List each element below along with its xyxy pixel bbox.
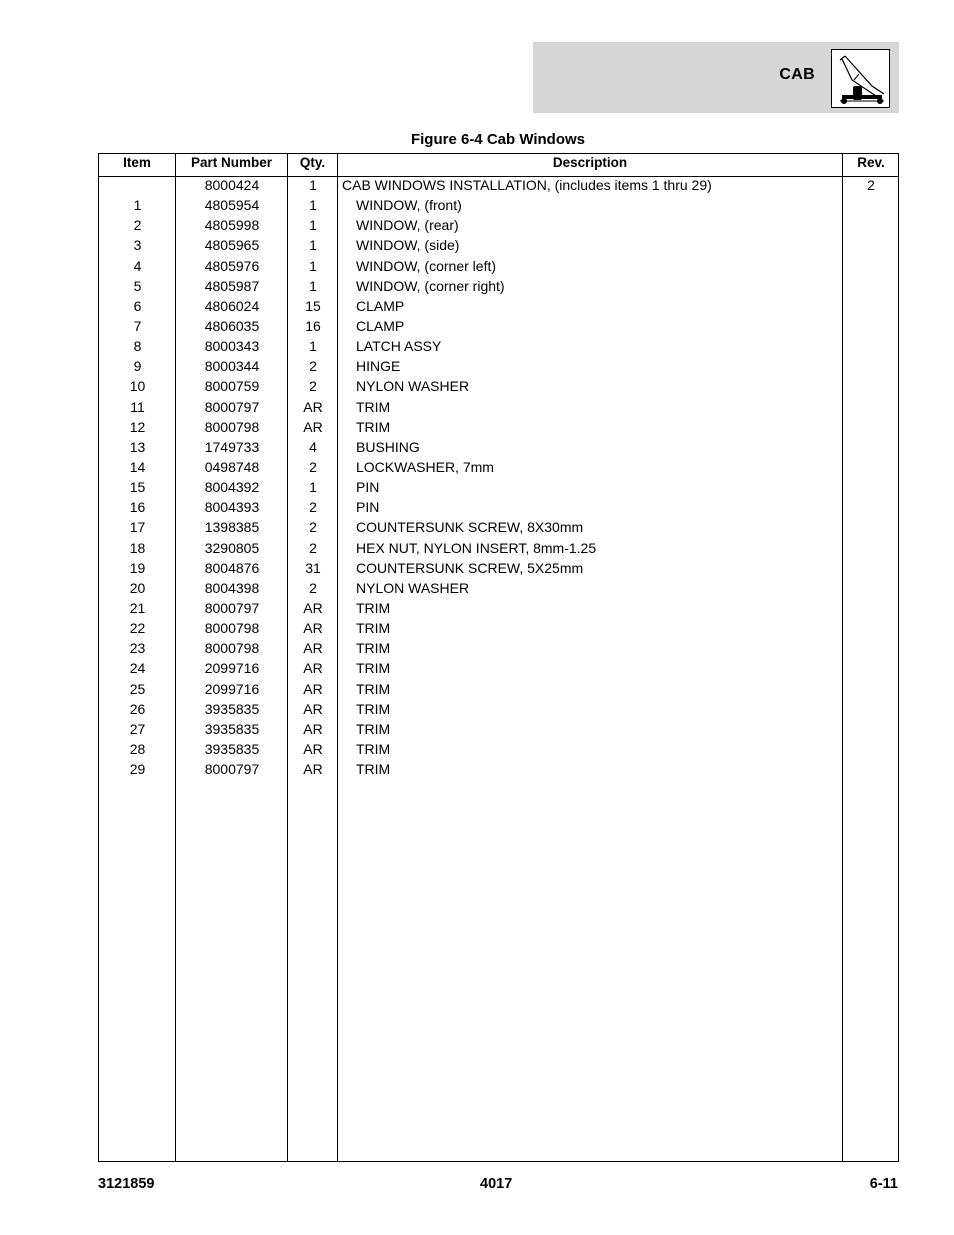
- description-cell: COUNTERSUNK SCREW, 5X25mm: [356, 559, 584, 576]
- part-number-cell: 8000798: [204, 620, 260, 637]
- section-title: CAB: [779, 66, 815, 83]
- qty-cell: 2: [309, 458, 317, 475]
- qty-cell: 1: [309, 217, 317, 234]
- table-row: [99, 658, 898, 678]
- qty-cell: 31: [305, 559, 321, 576]
- description-cell: WINDOW, (side): [356, 237, 460, 254]
- qty-cell: AR: [303, 418, 323, 435]
- description-cell: NYLON WASHER: [356, 378, 470, 395]
- item-cell: 13: [129, 438, 146, 455]
- qty-cell: 1: [309, 177, 317, 193]
- rev-cell: 2: [867, 177, 875, 193]
- qty-cell: AR: [303, 720, 323, 737]
- footer-document-number: 3121859: [98, 1176, 155, 1192]
- part-number-cell: 8000797: [204, 761, 260, 778]
- item-cell: 2: [133, 217, 142, 234]
- item-cell: 12: [129, 418, 146, 435]
- table-row: [99, 719, 898, 739]
- qty-cell: 2: [309, 378, 317, 395]
- part-number-cell: 8000344: [204, 358, 260, 375]
- qty-cell: AR: [303, 700, 323, 717]
- table-row: [99, 316, 898, 336]
- description-cell: CLAMP: [356, 297, 405, 314]
- description-cell: TRIM: [356, 680, 391, 697]
- description-cell: WINDOW, (rear): [356, 217, 459, 234]
- qty-cell: AR: [303, 660, 323, 677]
- item-cell: 26: [129, 700, 146, 717]
- description-cell: WINDOW, (corner left): [356, 257, 497, 274]
- item-cell: 27: [129, 720, 146, 737]
- table-row: [99, 558, 898, 578]
- description-cell: TRIM: [356, 761, 391, 778]
- qty-cell: 2: [309, 519, 317, 536]
- description-cell: BUSHING: [356, 438, 420, 455]
- part-number-cell: 4805998: [204, 217, 260, 234]
- item-cell: 17: [129, 519, 146, 536]
- table-row: [99, 739, 898, 759]
- part-number-cell: 4806035: [204, 317, 260, 334]
- item-cell: 10: [129, 378, 146, 395]
- item-cell: 6: [133, 297, 142, 314]
- section-header-tab: [533, 42, 899, 113]
- qty-cell: AR: [303, 740, 323, 757]
- description-cell: TRIM: [356, 740, 391, 757]
- part-number-cell: 4805976: [204, 257, 260, 274]
- table-row: [99, 215, 898, 235]
- description-cell: PIN: [356, 479, 380, 496]
- table-body: [99, 175, 898, 779]
- description-cell: LOCKWASHER, 7mm: [356, 458, 494, 475]
- col-header-qty: Qty.: [299, 155, 326, 170]
- table-row: [99, 276, 898, 296]
- qty-cell: 2: [309, 539, 317, 556]
- table-row: [99, 618, 898, 638]
- table-row: [99, 175, 898, 195]
- table-row: [99, 457, 898, 477]
- item-cell: 4: [133, 257, 142, 274]
- part-number-cell: 3290805: [204, 539, 260, 556]
- parts-table: [98, 153, 899, 1162]
- part-number-cell: 1398385: [204, 519, 260, 536]
- item-cell: 29: [129, 761, 146, 778]
- table-row: [99, 256, 898, 276]
- part-number-cell: 3935835: [204, 700, 260, 717]
- part-number-cell: 3935835: [204, 740, 260, 757]
- item-cell: 15: [129, 479, 146, 496]
- description-cell: TRIM: [356, 660, 391, 677]
- part-number-cell: 2099716: [204, 660, 260, 677]
- item-cell: 9: [133, 358, 142, 375]
- item-cell: 3: [133, 237, 142, 254]
- qty-cell: AR: [303, 640, 323, 657]
- table-row: [99, 598, 898, 618]
- qty-cell: 2: [309, 579, 317, 596]
- description-cell: HINGE: [356, 358, 401, 375]
- table-row: [99, 638, 898, 658]
- item-cell: 20: [129, 579, 146, 596]
- item-cell: 8: [133, 338, 142, 355]
- table-row: [99, 296, 898, 316]
- qty-cell: AR: [303, 398, 323, 415]
- part-number-cell: 0498748: [204, 458, 260, 475]
- qty-cell: 1: [309, 197, 317, 214]
- part-number-cell: 8000797: [204, 398, 260, 415]
- qty-cell: 1: [309, 277, 317, 294]
- part-number-cell: 8000424: [204, 177, 260, 193]
- description-cell: NYLON WASHER: [356, 579, 470, 596]
- part-number-cell: 8000797: [204, 599, 260, 616]
- description-cell: HEX NUT, NYLON INSERT, 8mm-1.25: [356, 539, 597, 556]
- part-number-cell: 4805987: [204, 277, 260, 294]
- description-cell: WINDOW, (front): [356, 197, 462, 214]
- qty-cell: 15: [305, 297, 321, 314]
- description-cell: TRIM: [356, 640, 391, 657]
- table-row: [99, 417, 898, 437]
- item-cell: 28: [129, 740, 146, 757]
- qty-cell: 1: [309, 338, 317, 355]
- qty-cell: 2: [309, 358, 317, 375]
- table-row: [99, 759, 898, 779]
- item-cell: 18: [129, 539, 146, 556]
- qty-cell: 1: [309, 479, 317, 496]
- table-row: [99, 235, 898, 255]
- item-cell: 19: [129, 559, 146, 576]
- table-row: [99, 397, 898, 417]
- part-number-cell: 8000343: [204, 338, 260, 355]
- table-row: [99, 699, 898, 719]
- table-row: [99, 376, 898, 396]
- boom-lift-icon: [831, 49, 890, 108]
- qty-cell: AR: [303, 620, 323, 637]
- part-number-cell: 8004398: [204, 579, 260, 596]
- description-cell: LATCH ASSY: [356, 338, 442, 355]
- description-cell: COUNTERSUNK SCREW, 8X30mm: [356, 519, 584, 536]
- description-cell: CAB WINDOWS INSTALLATION, (includes items 1 thru 29): [342, 177, 712, 193]
- item-cell: 7: [133, 317, 142, 334]
- item-cell: 23: [129, 640, 146, 657]
- qty-cell: 16: [305, 317, 321, 334]
- item-cell: 24: [129, 660, 146, 677]
- figure-title: Figure 6-4 Cab Windows: [410, 131, 586, 148]
- table-row: [99, 679, 898, 699]
- part-number-cell: 4805965: [204, 237, 260, 254]
- part-number-cell: 8000759: [204, 378, 260, 395]
- part-number-cell: 2099716: [204, 680, 260, 697]
- part-number-cell: 8000798: [204, 418, 260, 435]
- part-number-cell: 8004876: [204, 559, 260, 576]
- qty-cell: AR: [303, 680, 323, 697]
- description-cell: PIN: [356, 499, 380, 516]
- table-row: [99, 437, 898, 457]
- item-cell: 1: [133, 197, 142, 214]
- qty-cell: 1: [309, 237, 317, 254]
- table-row: [99, 356, 898, 376]
- qty-cell: 4: [309, 438, 317, 455]
- table-row: [99, 477, 898, 497]
- table-row: [99, 538, 898, 558]
- part-number-cell: 4806024: [204, 297, 260, 314]
- part-number-cell: 1749733: [204, 438, 260, 455]
- table-row: [99, 517, 898, 537]
- item-cell: 16: [129, 499, 146, 516]
- qty-cell: 2: [309, 499, 317, 516]
- col-header-rev: Rev.: [857, 155, 885, 170]
- table-row: [99, 497, 898, 517]
- description-cell: TRIM: [356, 418, 391, 435]
- description-cell: TRIM: [356, 398, 391, 415]
- part-number-cell: 8000798: [204, 640, 260, 657]
- footer-page-number: 6-11: [869, 1176, 898, 1192]
- col-header-part-number: Part Number: [190, 155, 273, 170]
- item-cell: 14: [129, 458, 146, 475]
- qty-cell: AR: [303, 599, 323, 616]
- item-cell: 25: [129, 680, 146, 697]
- table-row: [99, 336, 898, 356]
- item-cell: 22: [129, 620, 146, 637]
- item-cell: 21: [129, 599, 146, 616]
- description-cell: TRIM: [356, 720, 391, 737]
- item-cell: 5: [133, 277, 142, 294]
- description-cell: CLAMP: [356, 317, 405, 334]
- col-header-item: Item: [123, 155, 151, 170]
- qty-cell: AR: [303, 761, 323, 778]
- table-row: [99, 195, 898, 215]
- qty-cell: 1: [309, 257, 317, 274]
- description-cell: TRIM: [356, 700, 391, 717]
- description-cell: TRIM: [356, 620, 391, 637]
- part-number-cell: 8004392: [204, 479, 260, 496]
- item-cell: 11: [130, 398, 145, 415]
- part-number-cell: 8004393: [204, 499, 260, 516]
- table-row: [99, 578, 898, 598]
- description-cell: TRIM: [356, 599, 391, 616]
- part-number-cell: 3935835: [204, 720, 260, 737]
- description-cell: WINDOW, (corner right): [356, 277, 505, 294]
- col-header-description: Description: [552, 155, 628, 170]
- footer-model-number: 4017: [480, 1176, 513, 1192]
- part-number-cell: 4805954: [204, 197, 260, 214]
